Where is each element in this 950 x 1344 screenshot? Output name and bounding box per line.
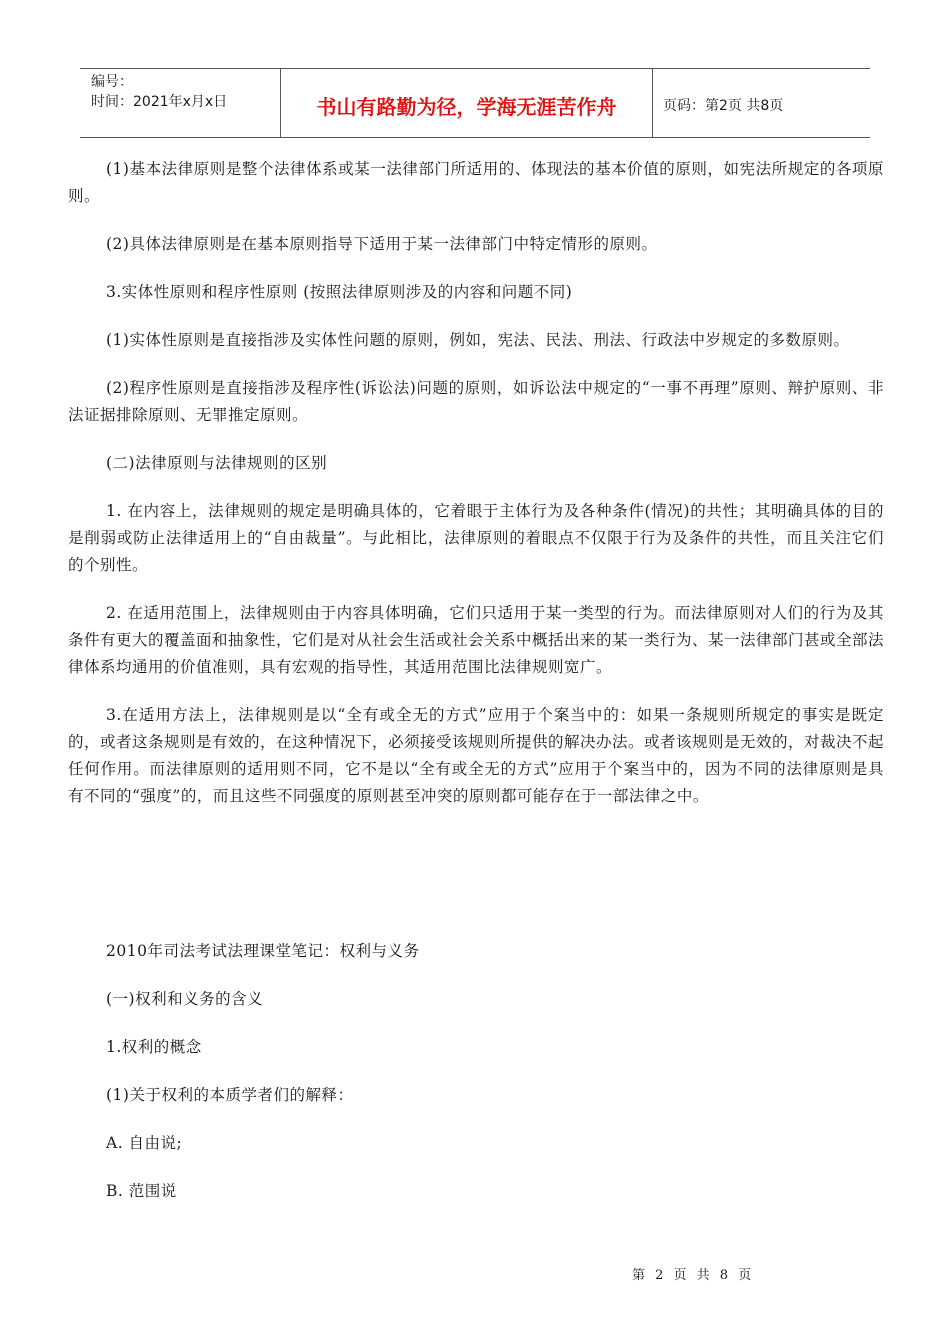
paragraph: (2)程序性原则是直接指涉及程序性(诉讼法)问题的原则，如诉讼法中规定的“一事不再理”原则、辩护原则、非法证据排除原则、无罪推定原则。 [68,379,884,424]
section-heading: (二)法律原则与法律规则的区别 [106,454,328,472]
sub-heading: 1.权利的概念 [106,1038,202,1056]
header-meta [80,69,281,137]
document-body [68,156,884,1205]
paragraph: 3.实体性原则和程序性原则 (按照法律原则涉及的内容和问题不同) [106,283,573,301]
time-label: 时间：2021年x月x日 [91,94,228,110]
section-heading: (一)权利和义务的含义 [106,990,264,1008]
paragraph: (1)关于权利的本质学者们的解释： [106,1086,354,1104]
page-header [80,68,870,138]
header-motto: 书山有路勤为径，学海无涯苦作舟 [281,69,653,137]
paragraph: 2. 在适用范围上，法律规则由于内容具体明确，它们只适用于某一类型的行为。而法律原则对人们的行为及其条件有更大的覆盖面和抽象性，它们是对从社会生活或社会关系中概括出来的某一类行为、某一法律部门甚或全部法律体系均通用的价值准则，具有宏观的指导性，其适用范围比法律规则宽广。 [68,604,885,676]
list-item: A. 自由说; [106,1134,183,1152]
notes-title: 2010年司法考试法理课堂笔记：权利与义务 [106,942,420,960]
paragraph: (1)实体性原则是直接指涉及实体性问题的原则，例如，宪法、民法、刑法、行政法中岁规定的多数原则。 [106,331,850,349]
header-page-info: 页码：第2页 共8页 [663,98,784,114]
paragraph: 1. 在内容上，法律规则的规定是明确具体的，它着眼于主体行为及各种条件(情况)的共性；其明确具体的目的是削弱或防止法律适用上的“自由裁量”。与此相比，法律原则的着眼点不仅限于行为及条件的共性，而且关注它们的个别性。 [68,502,884,574]
serial-label: 编号： [91,74,133,90]
list-item: B. 范围说 [106,1182,177,1200]
paragraph: (1)基本法律原则是整个法律体系或某一法律部门所适用的、体现法的基本价值的原则，如宪法所规定的各项原则。 [68,160,884,205]
page-footer: 第 2 页 共 8 页 [632,1268,755,1283]
paragraph: 3.在适用方法上，法律规则是以“全有或全无的方式”应用于个案当中的：如果一条规则所规定的事实是既定的，或者这条规则是有效的，在这种情况下，必须接受该规则所提供的解决办法。或者该规则是无效的，对裁决不起任何作用。而法律原则的适用则不同，它不是以“全有或全无的方式”应用于个案当中的，因为不同的法律原则是具有不同的“强度”的，而且这些不同强度的原则甚至冲突的原则都可能存在于一部法律之中。 [68,706,885,805]
paragraph: (2)具体法律原则是在基本原则指导下适用于某一法律部门中特定情形的原则。 [106,235,658,253]
